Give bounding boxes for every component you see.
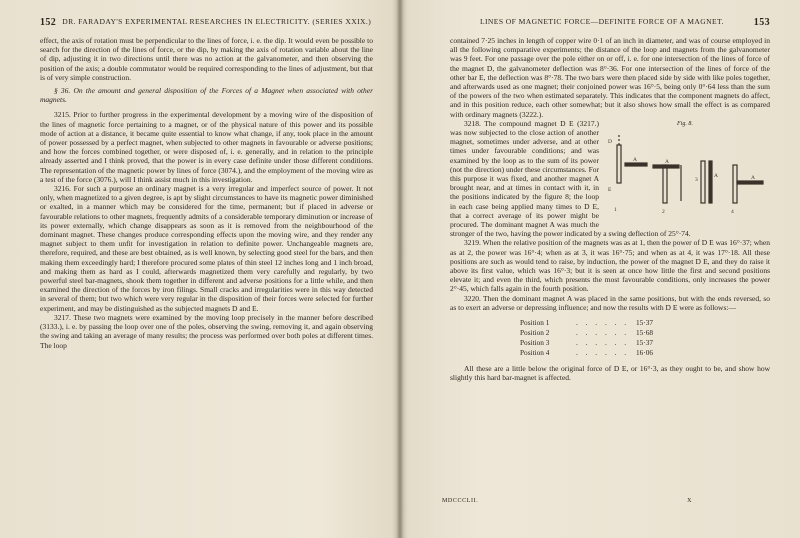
magnet-de-1	[617, 145, 621, 183]
table-value: 16·06	[636, 348, 654, 358]
table-row	[520, 328, 770, 338]
left-page-number: 152	[40, 17, 57, 28]
table-value: 15·68	[636, 328, 654, 338]
right-page-content	[450, 17, 770, 383]
table-row	[520, 318, 770, 328]
left-running-title: DR. FARADAY'S EXPERIMENTAL RESEARCHES IN ELECTRICITY. (SERIES XXIX.)	[62, 17, 372, 26]
fig-letter-a3: A	[714, 172, 718, 179]
fig-number-2: 2	[662, 208, 665, 215]
right-running-title: LINES OF MAGNETIC FORCE—DEFINITE FORCE OF A MAGNET.	[479, 17, 724, 26]
paragraph-conclusion: All these are a little below the original force of D E, or 16°·3, as they ought to be, and show how slightly this hard bar-magnet is affected.	[450, 364, 770, 383]
table-value: 15·37	[636, 318, 654, 328]
right-page-footer	[442, 498, 692, 504]
table-row	[520, 338, 770, 348]
magnet-positions-diagram	[605, 121, 770, 219]
figure-8	[605, 121, 770, 219]
fig-number-4: 4	[731, 208, 734, 215]
right-running-head	[450, 17, 770, 28]
figure-label: Fig. 8.	[677, 120, 693, 127]
magnet-a-4	[737, 181, 763, 184]
paragraph-3219: 3219. When the relative position of the magnets was as at 1, then the power of D E was 16°·37; when as at 2, the power was 16°·4; when as at 3, it was 16°·75; and when as at 4, it was 17°·18. All these positions are such as would tend to raise, by induction, the power of the magnet D E, and they do raise it above its first value, which was 16°·3; but it is seen at once how little the first and second positions elevate it; and even the third, which presents the most favourable conditions, only increases the power 2°·45, which falls again in the fourth position.	[450, 238, 770, 294]
table-dots: . . . . . .	[576, 318, 630, 328]
table-dots: . . . . . .	[576, 348, 630, 358]
magnet-a-2	[653, 165, 679, 168]
fig-number-3: 3	[695, 176, 698, 183]
fig-letter-a1: A	[633, 156, 637, 163]
left-page	[0, 0, 398, 538]
magnet-a-3	[709, 161, 712, 203]
table-value: 15·37	[636, 338, 654, 348]
fig-number-1: 1	[614, 206, 617, 213]
table-label: Position 3	[520, 338, 550, 348]
table-label: Position 1	[520, 318, 550, 328]
fig-letter-a2: A	[665, 158, 669, 165]
paragraph-3216: 3216. For such a purpose an ordinary magnet is a very irregular and imperfect source of power. It not only, when magnetized to a given degree, is apt by slight circumstances to have its magnetic power diminished or exalted, in a manner which may be considered for the time, permanent; but if placed in adverse or favourable relations to other magnets, frequently admits of a considerable temporary diminution or increase of its power externally, which change disappears as soon as it is removed from the neighbourhood of the dominant magnet. These changes produce corresponding effects upon the moving wire, and they render any magnet subject to them unfit for investigation in relation to definite power. Unchangeable magnets are, therefore, required, and these are best obtained, as is well known, by selecting good steel for the bars, and then making them exceedingly hard; I therefore procured some plates of thin steel 12 inches long and 1 inch broad, and making them as hard as I could, afterwards magnetized them very carefully and regularly, by two powerful steel bar-magnets, shook them together in different and adverse positions for a little while, and then examined the direction of the forces by iron filings. Small cracks and irregularities were in this way detected in several of them; but two which were very regular in the disposition of their forces were selected for further experiment, and may be distinguished as the subjected magnets D and E.	[40, 184, 373, 313]
magnet-de-3	[701, 161, 705, 203]
paragraph-3215: 3215. Prior to further progress in the experimental development by a moving wire of the disposition of the lines of magnetic force pertaining to a magnet, or of the physical nature of this power and its possible mode of action at a distance, it became quite essential to know what change, if any, took place in the amount of power possessed by a perfect magnet, when subjected to other magnets in favourable or adverse positions; and how the forces combined together, or were disposed of, i. e. generally, and in relation to the principle already asserted and I think proved, that the power is in every case definite under those different conditions. The representation of the magnetic power by lines of force (3074.), and the employment of the moving wire as a test of the force (3076.), will I think assist much in this investigation.	[40, 110, 373, 184]
left-page-text	[40, 36, 373, 350]
table-dots: . . . . . .	[576, 328, 630, 338]
left-running-head	[40, 17, 373, 28]
table-label: Position 4	[520, 348, 550, 358]
paragraph-3220: 3220. Then the dominant magnet A was placed in the same positions, but with the ends reversed, so as to exert an adverse or depressing influence; and now the results with D E were as follows:—	[450, 293, 770, 312]
paragraph-3218: 3218. The compound magnet D E (3217.) was now subjected to the close action of another magnet, sometimes under adverse, and at other times under favourable conditions; and was examined by the loop as to the sum of its power (not the direction) under these circumstances. For this purpose it was fixed, and another magnet A brought near, and at times in contact with it, in the positions indicated by the figure 8; the loop in each case being applied many times to D E, that a correct average of its power might be procured. The dominant magnet A was much the stronger of the two, having the power indicated by a swing deflection of 25°·74.	[450, 118, 691, 239]
paragraph-3217: 3217. These two magnets were examined by the moving loop precisely in the manner before described (3133.), i. e. by passing the loop over one of the poles, observing the swing, removing it, and again observing the swing and taking an average of many results; the process was performed over both poles at different times. The loop	[40, 312, 373, 350]
right-page-text	[450, 36, 770, 383]
footer-signature-year: MDCCCLII.	[442, 498, 479, 504]
right-page	[402, 0, 800, 538]
paragraph-3217-continued: contained 7·25 inches in length of copper wire 0·1 of an inch in diameter, and was of course employed in all the following comparative experiments; the distance of the loop and magnets from the galvanometer was 9 feet. For one passage over the pole either on or off, i. e. for one intersection of the lines of force of the magnet D, the galvanometer deflection was 8°·36. For one intersection of the lines of force of the other bar E, the deflection was 8°·78. The two bars were then placed side by side with like poles together, and afterwards used as one magnet; their conjoined power was 16°·5, being only 0°·64 less than the sum of the powers of the two when estimated separately. This indicates that the component magnets do affect, and in this position reduce, each other somewhat; but it also shows how small the effect is as compared with ordinary magnets (3222.).	[450, 36, 770, 119]
positions-table	[520, 318, 770, 358]
fig-letter-d: D	[608, 138, 612, 145]
table-dots: . . . . . .	[576, 338, 630, 348]
table-label: Position 2	[520, 328, 550, 338]
paragraph-continued: effect, the axis of rotation must be perpendicular to the lines of force, i. e. the dip. It would even be possible to search for the direction of the lines of force, or the dip, by making the axis of rotation variable about the line of dip, adjusting it in two directions until there was no action at the galvanometer, and then observing the position of the axis; a double commutator would be required corresponding to the lines of adjustment, but that is of very simple construction.	[40, 36, 373, 82]
left-page-content	[40, 17, 373, 350]
right-page-number: 153	[753, 17, 770, 28]
fig-letter-a4: A	[751, 174, 755, 181]
footer-signature-letter: X	[687, 498, 692, 504]
section-heading-36: § 36. On the amount and general disposition of the Forces of a Magnet when associated with other magnets.	[40, 86, 373, 105]
table-row	[520, 348, 770, 358]
fig-letter-e: E	[608, 186, 612, 193]
magnet-de-2	[663, 165, 667, 203]
magnet-a-1	[625, 163, 647, 166]
